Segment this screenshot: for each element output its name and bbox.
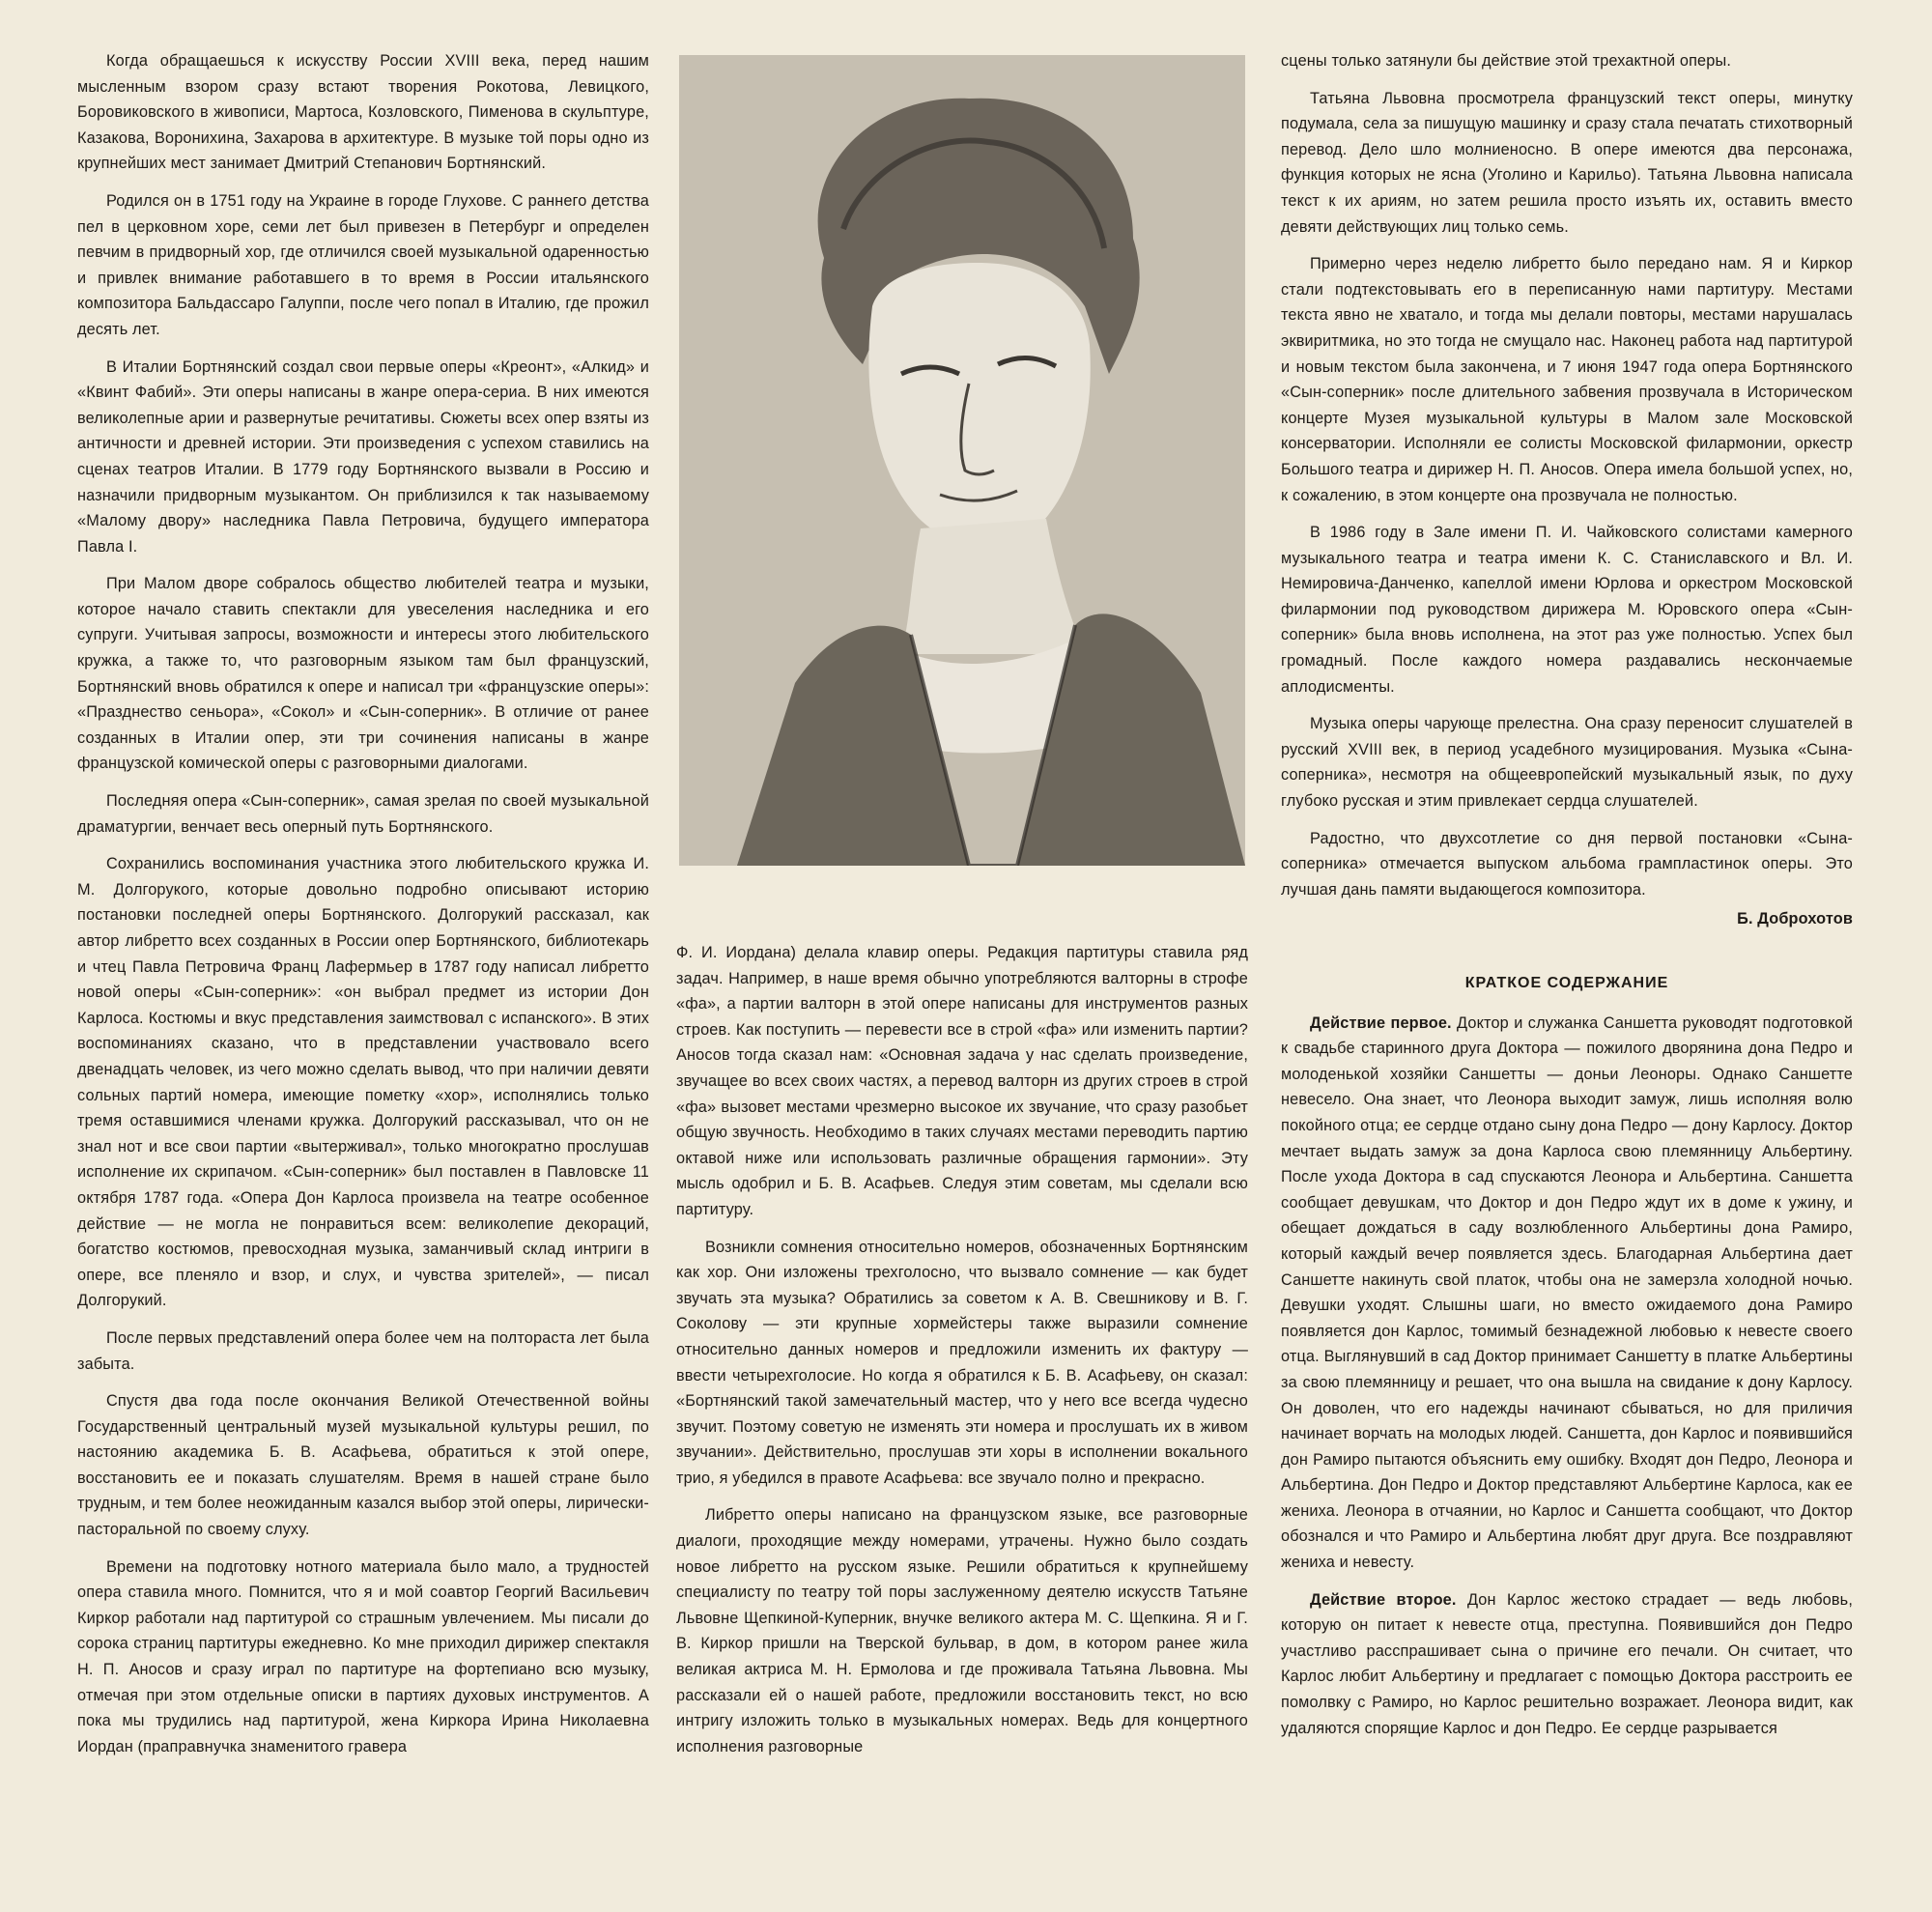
act-two-text: Дон Карлос жестоко страдает — ведь любовь, которую он питает к невесте отца, преступна. Появившийся дон Педро участливо расспрашивает сына о причине его печали. Он считает, что Карлос любит Альбертину и предлагает с помощью Доктора расстроить ее помолвку с Рамиро, но Карлос решительно возражает. Леонора видит, как удаляются спорящие Карлос и дон Педро. Ее сердце разрывается bbox=[1281, 1590, 1853, 1737]
paragraph: Татьяна Львовна просмотрела французский текст оперы, минутку подумала, села за пишущую машинку и сразу стала печатать стихотворный перевод. Дело шло молниеносно. В опере имеются два персонажа, функция которых не ясна (Уголино и Карильо). Татьяна Львовна написала текст к их ариям, но затем решила просто изъять их, оставить вместо девяти действующих лиц только семь. bbox=[1281, 89, 1853, 236]
act-two-label: Действие второе. bbox=[1310, 1590, 1457, 1609]
paragraph: Возникли сомнения относительно номеров, обозначенных Бортнянским как хор. Они изложены трехголосно, что вызвало сомнение — как будет звучать эта музыка? Обратились за советом к А. В. Свешникову и В. Г. Соколову — эти крупные хормейстеры также выразили сомнение относительно данных номеров и предложили изменить их фактуру — ввести четырехголосие. Но когда я обратился к Б. В. Асафьеву, он сказал: «Бортнянский такой замечательный мастер, что у него все всегда чудесно звучит. Поэтому советую не изменять эти номера и прослушать их в живом звучании». Действительно, прослушав эти хоры в исполнении вокального трио, я убедился в правоте Асафьева: все звучало полно и прекрасно. bbox=[676, 1238, 1248, 1487]
paragraph: В 1986 году в Зале имени П. И. Чайковского солистами камерного музыкального театра и театра имени К. С. Станиславского и Вл. И. Немировича-Данченко, капеллой имени Юрлова и оркестром Московской филармонии под руководством дирижера М. Юровского опера «Сын-соперник» была вновь исполнена, на этот раз уже полностью. Успех был громадный. После каждого номера раздавались нескончаемые аплодисменты. bbox=[1281, 524, 1853, 696]
paragraph: Сохранились воспоминания участника этого любительского кружка И. М. Долгорукого, которые довольно подробно описывают историю постановки последней оперы Бортнянского. Долгорукий рассказал, как автор либретто всех созданных в России опер Бортнянского, библиотекарь и чтец Павла Петровича Франц Лафермьер в 1787 году написал либретто новой оперы «Сын-соперник»: «он выбрал предмет из истории Дон Карлоса. Костюмы и вкус представления заимствовал с испанского». В этих воспоминаниях сказано, что в представлении участвовало всего двенадцать человек, из чего можно сделать вывод, что при наличии девяти сольных партий номера, имеющие пометку «хор», исполнялись только тремя оставшимися членами кружка. Долгорукий рассказывал, что он не знал нот и все свои партии «вытерживал», только многократно прослушав исполнение их скрипачом. «Сын-соперник» был поставлен в Павловске 11 октября 1787 года. «Опера Дон Карлоса произвела на театре особенное действие — не могла не понравиться всем: великолепие декораций, богатство костюмов, превосходная музыка, заманчивый склад интриги в опере, все пленяло и взор, и слух, и чувства зрителей», — писал Долгорукий. bbox=[77, 855, 649, 1310]
act-one-text: Доктор и служанка Саншетта руководят подготовкой к свадьбе старинного друга Доктора — пожилого дворянина дона Педро и молоденькой хозяйки Саншетты — доньи Леоноры. Однако Саншетте невесело. Она знает, что Леонора выходит замуж, лишь исполняя волю покойного отца; ее сердце отдано сыну дона Педро — дону Карлосу. Доктор мечтает выдать замуж за дона Карлоса свою племянницу Альбертину. После ухода Доктора в сад спускаются Леонора и Альбертина. Саншетта сообщает девушкам, что Доктор и дон Педро ждут их в доме к ужину, и обещает дождаться в саду возлюбленного Альбертины дона Рамиро, который каждый вечер появляется здесь. Благодарная Альбертина дает Саншетте накинуть свой платок, чтобы она не замерзла холодной ночью. Девушки уходят. Слышны шаги, но вместо ожидаемого дона Рамиро появляется дон Карлос, томимый безнадежной любовью к невесте своего отца. Выглянувший в сад Доктор принимает Саншетту в платке Альбертины за свою племянницу и решает, что она вышла на свидание к дону Карлосу. Он доволен, что его надежды начинают сбываться, но для приличия начинает ворчать на молодых людей. Саншетта, дон Карлос и появившийся дон Рамиро пытаются объяснить ему ошибку. Входят дон Педро, Леонора и Альбертина. Дон Педро и Доктор представляют Альбертине Карлоса, как ее жениха. Леонора в отчаянии, но Карлос и Саншетта сообщают, что Доктор обознался и что Рамиро и Альбертина любят друг друга. Все поздравляют жениха и невесту. bbox=[1281, 1013, 1853, 1572]
paragraph: Ф. И. Иордана) делала клавир оперы. Редакция партитуры ставила ряд задач. Например, в наше время обычно употребляются валторны в строфе «фа», а партии валторн в этой опере написаны для инструментов разных строев. Как поступить — перевести все в строй «фа» или изменить партии? Аносов тогда сказал нам: «Основная задача у нас сделать произведение, звучащее во всех своих частях, а перевод валторн из других строев в строй «фа» вызовет местами чрезмерно высокое их звучание, что сразу разобьет общую звучность. Необходимо в таких случаях местами переводить партию октавой ниже или использовать различные обращения гармонии». Эту мысль одобрил и Б. В. Асафьев. Следуя этим советам, мы сделали всю партитуру. bbox=[676, 944, 1248, 1218]
column-left bbox=[77, 48, 649, 1771]
column-middle bbox=[676, 940, 1248, 1771]
paragraph: Либретто оперы написано на французском языке, все разговорные диалоги, проходящие между номерами, утрачены. Нужно было создать новое либретто на русском языке. Решили обратиться к крупнейшему специалисту по театру той поры заслуженному деятелю искусств Татьяне Львовне Щепкиной-Куперник, внучке великого актера М. С. Щепкина. Я и Г. В. Киркор пришли на Тверской бульвар, в дом, в котором ранее жила великая актриса М. Н. Ермолова и где проживала Татьяна Львовна. Мы рассказали ей о нашей работе, предложили восстановить текст, но всю интригу изложить только в музыкальных номерах. Ведь для концертного исполнения разговорные bbox=[676, 1506, 1248, 1755]
paragraph: сцены только затянули бы действие этой трехактной оперы. bbox=[1281, 52, 1731, 70]
act-one-paragraph bbox=[1281, 1011, 1853, 1576]
column-right bbox=[1281, 48, 1853, 1753]
paragraph: Родился он в 1751 году на Украине в городе Глухове. С раннего детства пел в церковном хоре, семи лет был привезен в Петербург и определен певчим в придворный хор, где отличился своей музыкальной одаренностью и привлек внимание работавшего в то время в России итальянского композитора Бальдассаро Галуппи, после чего попал в Италию, где прожил десять лет. bbox=[77, 191, 649, 338]
author-signature: Б. Доброхотов bbox=[1737, 910, 1853, 928]
summary-heading: КРАТКОЕ СОДЕРЖАНИЕ bbox=[1464, 975, 1669, 991]
act-two-paragraph bbox=[1281, 1587, 1853, 1742]
portrait-drawing bbox=[679, 55, 1245, 866]
portrait-bortniansky bbox=[679, 55, 1245, 866]
paragraph: Спустя два года после окончания Великой Отечественной войны Государственный центральный музей музыкальной культуры решил, по настоянию академика Б. В. Асафьева, обратиться к этой опере, восстановить ее и показать слушателям. Время в нашей стране было трудным, и тем более неожиданным казался выбор этой оперы, лирически-пасторальной по своему слуху. bbox=[77, 1392, 649, 1539]
paragraph: Примерно через неделю либретто было передано нам. Я и Киркор стали подтекстовывать его в переписанную нами партитуру. Местами текста явно не хватало, и тогда мы делали повторы, местами нарушалась эквиритмика, но это тогда не смущало нас. Наконец работа над партитурой и новым текстом была закончена, и 7 июня 1947 года опера Бортнянского «Сын-соперник» после длительного забвения прозвучала в Историческом концерте Музея музыкальной культуры в Малом зале Московской консерватории. Исполняли ее солисты Московской филармонии, оркестр Большого театра и дирижер Н. П. Аносов. Опера имела большой успех, но, к сожалению, в этом концерте она прозвучала не полностью. bbox=[1281, 255, 1853, 504]
paragraph: Радостно, что двухсотлетие со дня первой постановки «Сына-соперника» отмечается выпуском альбома грампластинок оперы. Это лучшая дань памяти выдающегося композитора. bbox=[1281, 829, 1853, 899]
paragraph: Когда обращаешься к искусству России XVIII века, перед нашим мысленным взором сразу встают творения Рокотова, Левицкого, Боровиковского в живописи, Мартоса, Козловского, Пименова в скульптуре, Казакова, Воронихина, Захарова в архитектуре. В музыке той поры одно из крупнейших мест занимает Дмитрий Степанович Бортнянский. bbox=[77, 52, 649, 173]
act-one-label: Действие первое. bbox=[1310, 1013, 1452, 1032]
paragraph: Времени на подготовку нотного материала было мало, а трудностей опера ставила много. Помнится, что я и мой соавтор Георгий Васильевич Киркор работали над партитурой со страшным увлечением. Мы писали до сорока страниц партитуры ежедневно. Ко мне приходил дирижер спектакля Н. П. Аносов и сразу играл по партитуре на фортепиано всю музыку, отмечая при этом отдельные описки в партиях духовых инструментов. А пока мы трудились над партитурой, жена Киркора Ирина Николаевна Иордан (праправнучка знаменитого гравера bbox=[77, 1557, 649, 1755]
paragraph: Последняя опера «Сын-соперник», самая зрелая по своей музыкальной драматургии, венчает весь оперный путь Бортнянского. bbox=[77, 792, 649, 836]
paragraph: После первых представлений опера более чем на полтораста лет была забыта. bbox=[77, 1328, 649, 1373]
paragraph: Музыка оперы чарующе прелестна. Она сразу переносит слушателей в русский XVIII век, в период усадебного музицирования. Музыка «Сына-соперника», несмотря на общеевропейский музыкальный язык, по духу глубоко русская и этим привлекает сердца слушателей. bbox=[1281, 715, 1853, 811]
paragraph: В Италии Бортнянский создал свои первые оперы «Креонт», «Алкид» и «Квинт Фабий». Эти оперы написаны в жанре опера-сериа. В них имеются великолепные арии и развернутые речитативы. Сюжеты всех опер взяты из античности и древней истории. Эти произведения с успехом ставились на сценах театров Италии. В 1779 году Бортнянского вызвали в Россию и назначили придворным музыкантом. Он приблизился к так называемому «Малому двору» наследника Павла Петровича, будущего императора Павла I. bbox=[77, 357, 649, 556]
paragraph: При Малом дворе собралось общество любителей театра и музыки, которое начало ставить спектакли для увеселения наследника и его супруги. Учитывая запросы, возможности и интересы этого любительского кружка, а также то, что разговорным языком там был французский, Бортнянский вновь обратился к опере и написал три «французские оперы»: «Празднество сеньора», «Сокол» и «Сын-соперник». В отличие от ранее созданных в Италии опер, эти три сочинения написаны в жанре французской комической оперы с разговорными диалогами. bbox=[77, 575, 649, 773]
